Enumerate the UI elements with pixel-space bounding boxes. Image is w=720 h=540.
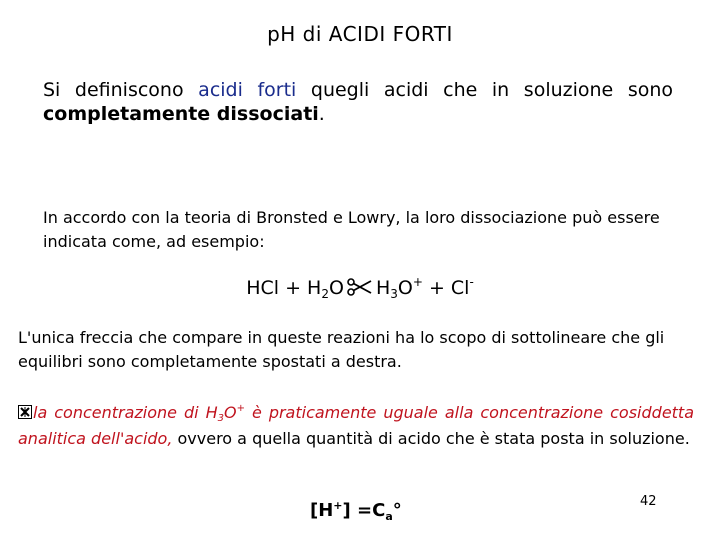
ph-formula bbox=[310, 500, 402, 521]
eq-sup-minus: - bbox=[469, 275, 474, 289]
concentration-red-1: la concentrazione di H bbox=[33, 403, 218, 422]
dissociation-equation bbox=[0, 277, 720, 299]
concentration-paragraph bbox=[18, 400, 694, 452]
eq-reactants: HCl + H bbox=[246, 277, 322, 299]
definition-paragraph bbox=[43, 78, 673, 126]
definition-text-mid: quegli acidi che in soluzione sono bbox=[296, 79, 674, 101]
eq-chloride: + Cl bbox=[422, 277, 470, 299]
concentration-sub-3: 3 bbox=[217, 413, 225, 424]
page-number: 42 bbox=[640, 494, 657, 509]
bronsted-lowry-paragraph: In accordo con la teoria di Bronsted e Lowry, la loro dissociazione può essere indicata come, ad esempio: bbox=[43, 208, 660, 251]
single-arrow-paragraph: L'unica freccia che compare in queste reazioni ha lo scopo di sottolineare che gli equilibri sono completamente spostati a destra. bbox=[18, 328, 665, 371]
definition-text-pre: Si definiscono bbox=[43, 79, 199, 101]
concentration-red-2: è praticamente uguale alla concentrazione cosiddetta analitica dell'acido, bbox=[18, 403, 695, 448]
reaction-arrow-icon bbox=[346, 278, 374, 296]
eq-sup-plus: + bbox=[412, 275, 423, 289]
formula-h: [H bbox=[310, 500, 334, 521]
checkbox-bullet-icon bbox=[18, 405, 32, 419]
eq-hydronium-h: H bbox=[375, 277, 391, 299]
eq-hydronium-o: O bbox=[397, 277, 413, 299]
concentration-sup-plus: + bbox=[236, 403, 245, 414]
formula-degree: ° bbox=[392, 500, 402, 521]
eq-sub-2: 2 bbox=[321, 287, 329, 301]
slide-title: pH di ACIDI FORTI bbox=[267, 22, 453, 46]
fully-dissociated-term: completamente dissociati bbox=[43, 103, 319, 125]
definition-text-end: . bbox=[318, 103, 325, 125]
formula-sub-a: a bbox=[385, 510, 393, 523]
concentration-rest: ovvero a quella quantità di acido che è stata posta in soluzione. bbox=[172, 429, 690, 448]
formula-mid: ] =C bbox=[342, 500, 386, 521]
eq-water-o: O bbox=[328, 277, 344, 299]
formula-sup-plus: + bbox=[333, 499, 343, 512]
eq-sub-3: 3 bbox=[390, 287, 398, 301]
concentration-red-o: O bbox=[224, 403, 237, 422]
strong-acids-term: acidi forti bbox=[198, 79, 297, 101]
